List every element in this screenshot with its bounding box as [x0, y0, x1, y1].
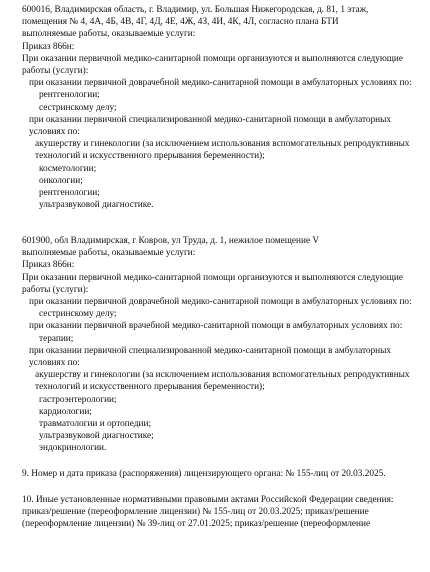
subcategory-prehospital: при оказании первичной доврачебной медико-санитарной помощи в амбулаторных условиях по: — [29, 297, 412, 308]
order-reference: Приказ 866н: — [22, 260, 75, 271]
service-item: акушерству и гинекологии (за исключением использования вспомогательных репродуктивных технологий и искусственного прерывания беременности); — [35, 139, 410, 162]
service-item: косметологии; — [39, 163, 97, 174]
order-reference: Приказ 866н: — [22, 41, 75, 52]
service-item: гастроэнтерологии; — [39, 394, 117, 405]
service-item: терапии; — [39, 333, 74, 344]
location-block-vladimir — [22, 4, 414, 211]
service-item: ультразвуковой диагностике; — [39, 431, 154, 442]
services-header: выполняемые работы, оказываемые услуги: — [22, 29, 196, 40]
service-item: рентгенологии; — [39, 90, 100, 101]
service-item: сестринскому делу; — [39, 102, 117, 113]
other-info-text: 10. Иные установленные нормативными правовыми актами Российской Федерации сведения: приказ/решение (переоформление лицензии) № 155-лиц от 20.03.2025; приказ/решение (переоформление лицензии) № 39-лиц от 27.01.2025; приказ/решение (переоформление — [22, 495, 394, 530]
service-item: акушерству и гинекологии (за исключением использования вспомогательных репродуктивных технологий и искусственного прерывания беременности); — [35, 370, 410, 393]
services-header: выполняемые работы, оказываемые услуги: — [22, 248, 196, 259]
service-item: рентгенологии; — [39, 188, 100, 199]
service-item: онкологии; — [39, 175, 83, 186]
service-item: эндокринологии. — [39, 443, 107, 454]
service-item: травматологии и ортопедии; — [39, 419, 152, 430]
section-10-other-info — [22, 494, 414, 531]
section-9-order-number — [22, 468, 414, 480]
subcategory-prehospital: при оказании первичной доврачебной медико-санитарной помощи в амбулаторных условиях по: — [29, 78, 412, 89]
subcategory-specialized: при оказании первичной специализированной медико-санитарной помощи в амбулаторных условиях по: — [29, 114, 392, 138]
services-intro: При оказании первичной медико-санитарной помощи организуются и выполняются следующие работы (услуги): — [22, 272, 404, 295]
address-text: 601900, обл Владимирская, г Ковров, ул Труда, д. 1, нежилое помещение V — [22, 236, 320, 246]
service-item: ультразвуковой диагностике. — [39, 200, 154, 211]
order-number-text: 9. Номер и дата приказа (распоряжения) лицензирующего органа: № 155-лиц от 20.03.2025. — [22, 469, 386, 479]
address-text: 600016, Владимирская область, г. Владимир, ул. Большая Нижегородская, д. 81, 1 этаж, помещения № 4, 4А, 4Б, 4В, 4Г, 4Д, 4Е, 4Ж, 4З, 4И, 4К, 4Л, согласно плана БТИ — [22, 5, 369, 28]
service-item: кардиологии; — [39, 406, 92, 417]
location-block-kovrov — [22, 235, 414, 455]
service-item: сестринскому делу; — [39, 309, 117, 320]
subcategory-specialized: при оказании первичной специализированной медико-санитарной помощи в амбулаторных условиях по: — [29, 345, 392, 369]
services-intro: При оказании первичной медико-санитарной помощи организуются и выполняются следующие работы (услуги): — [22, 53, 404, 77]
subcategory-primary-doctor: при оказании первичной врачебной медико-санитарной помощи в амбулаторных условиях по: — [29, 321, 403, 332]
